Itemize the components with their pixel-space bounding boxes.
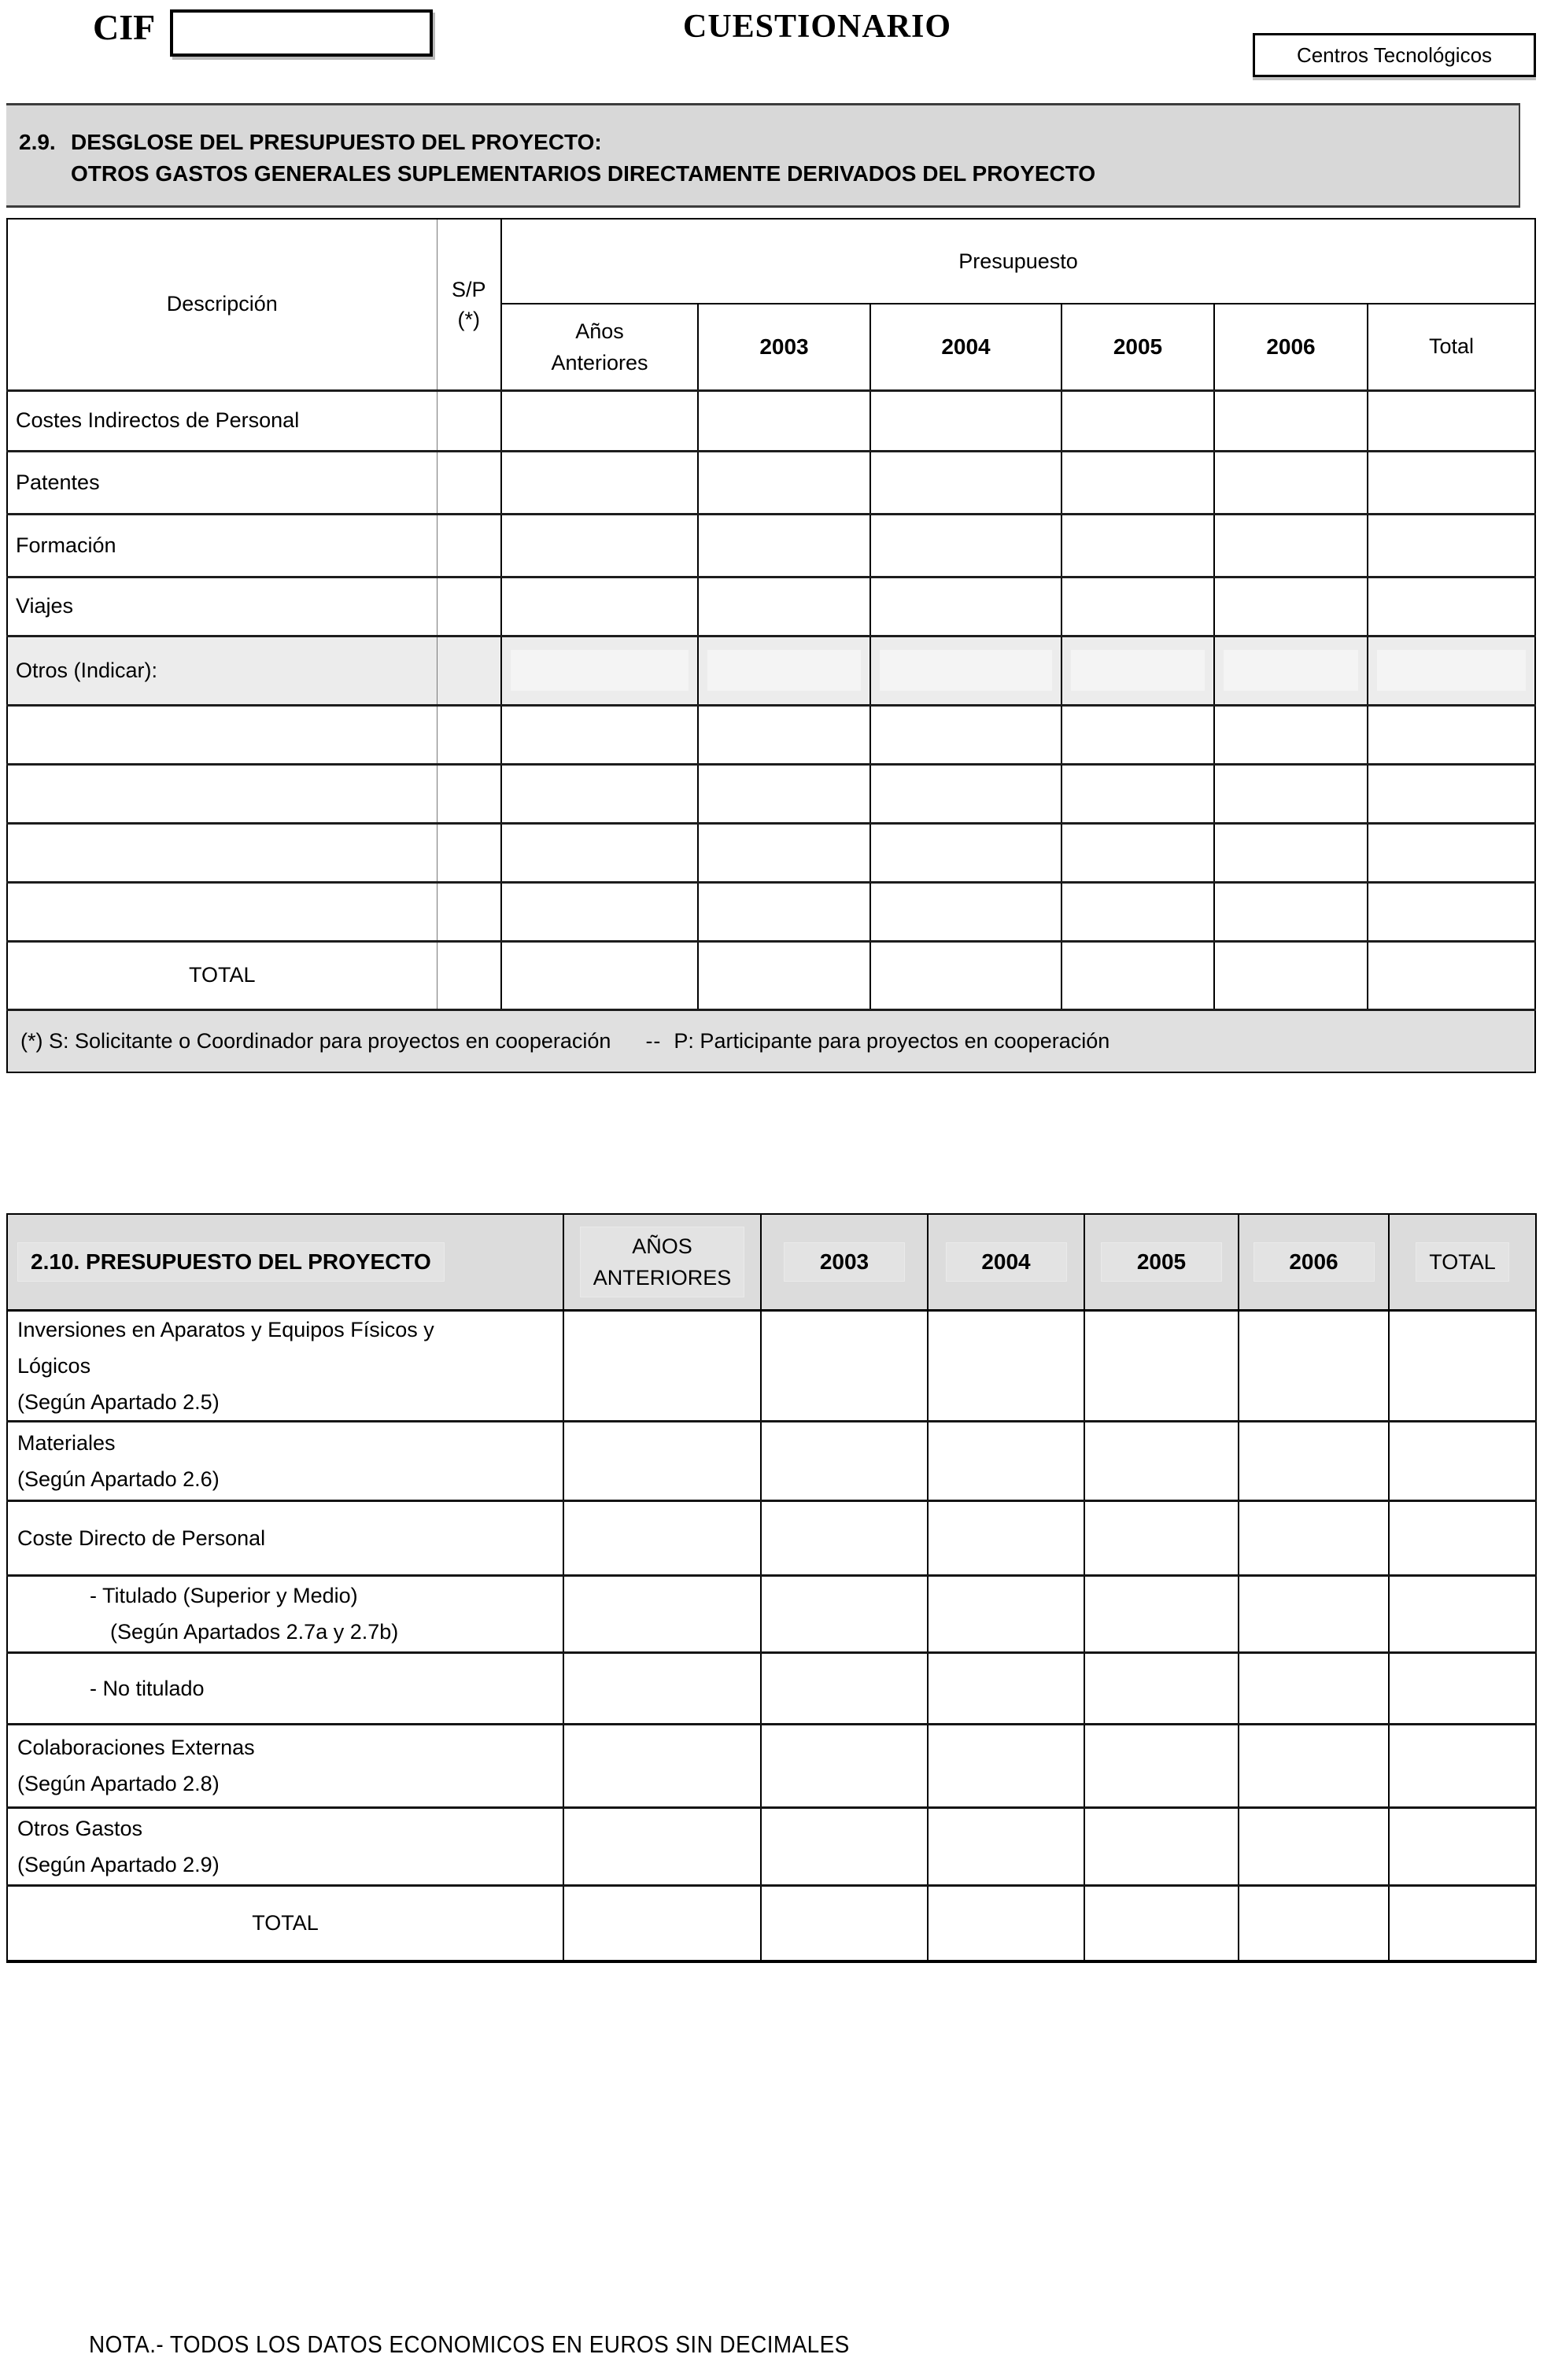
section-2-9-header xyxy=(6,103,1520,208)
value-cell[interactable] xyxy=(1214,577,1368,636)
row-label-inversiones xyxy=(7,1310,563,1421)
year-2003-text: 2003 xyxy=(784,1242,905,1282)
col-header-sp xyxy=(437,219,501,390)
value-cell[interactable] xyxy=(563,1652,761,1724)
value-cell[interactable] xyxy=(698,390,870,451)
value-cell[interactable] xyxy=(1214,451,1368,514)
value-cell[interactable] xyxy=(1389,1500,1536,1575)
sp-line2: (*) xyxy=(457,307,480,331)
value-cell[interactable] xyxy=(563,1807,761,1885)
table-row-total xyxy=(7,1885,1536,1961)
total-value-cell[interactable] xyxy=(563,1885,761,1961)
value-cell[interactable] xyxy=(1368,636,1535,705)
value-cell[interactable] xyxy=(928,1652,1084,1724)
row-label-patentes: Patentes xyxy=(7,451,437,514)
table-row-otros xyxy=(7,636,1535,705)
value-cell[interactable] xyxy=(501,390,698,451)
value-cell[interactable] xyxy=(1389,1310,1536,1421)
anos-line1: AÑOS xyxy=(632,1234,692,1258)
value-cell[interactable] xyxy=(1239,1807,1389,1885)
col-header-presupuesto: Presupuesto xyxy=(501,219,1535,304)
label-line: (Según Apartado 2.6) xyxy=(17,1467,220,1491)
section-title-line2: OTROS GASTOS GENERALES SUPLEMENTARIOS DIRECTAMENTE DERIVADOS DEL PROYECTO xyxy=(71,161,1096,186)
value-cell[interactable] xyxy=(1061,577,1214,636)
value-cell[interactable] xyxy=(870,636,1061,705)
table-row-empty xyxy=(7,764,1535,823)
col-header-total xyxy=(1389,1214,1536,1310)
value-cell[interactable] xyxy=(1061,823,1214,882)
anos-line2: Anteriores xyxy=(551,350,648,375)
value-cell[interactable] xyxy=(1084,1575,1239,1652)
value-cell[interactable] xyxy=(698,882,870,941)
table-row xyxy=(7,1724,1536,1807)
col-header-anos-anteriores xyxy=(501,304,698,390)
value-cell[interactable] xyxy=(1239,1652,1389,1724)
col-header-anos-anteriores xyxy=(563,1214,761,1310)
value-cell[interactable] xyxy=(1214,764,1368,823)
table-row-empty xyxy=(7,705,1535,764)
value-cell[interactable] xyxy=(698,514,870,577)
value-cell[interactable] xyxy=(1061,882,1214,941)
value-cell[interactable] xyxy=(761,1500,928,1575)
value-cell[interactable] xyxy=(698,764,870,823)
footnote-row xyxy=(7,1009,1535,1072)
value-cell[interactable] xyxy=(761,1807,928,1885)
table-row xyxy=(7,451,1535,514)
value-cell[interactable] xyxy=(501,514,698,577)
value-cell[interactable] xyxy=(501,577,698,636)
total-value-cell[interactable] xyxy=(1389,1885,1536,1961)
value-cell[interactable] xyxy=(1389,1421,1536,1500)
label-line: Inversiones en Aparatos y Equipos Físicos y xyxy=(17,1317,434,1341)
anos-line2: ANTERIORES xyxy=(593,1265,732,1290)
value-cell[interactable] xyxy=(1239,1724,1389,1807)
table-row xyxy=(7,1500,1536,1575)
total-value-cell[interactable] xyxy=(1239,1885,1389,1961)
col-header-descripcion: Descripción xyxy=(7,219,437,390)
value-cell[interactable] xyxy=(501,823,698,882)
value-cell[interactable] xyxy=(1389,1807,1536,1885)
sp-cell[interactable] xyxy=(437,823,501,882)
value-cell[interactable] xyxy=(1084,1652,1239,1724)
value-cell[interactable] xyxy=(870,764,1061,823)
value-cell[interactable] xyxy=(1061,636,1214,705)
col-header-2005: 2005 xyxy=(1061,304,1214,390)
label-line: Lógicos xyxy=(17,1353,91,1378)
year-2006-text: 2006 xyxy=(1253,1242,1375,1282)
value-cell[interactable] xyxy=(1368,823,1535,882)
value-cell[interactable] xyxy=(501,882,698,941)
table-row xyxy=(7,390,1535,451)
col-header-2006 xyxy=(1239,1214,1389,1310)
table-2-9-desglose xyxy=(6,218,1536,1073)
total-value-cell[interactable] xyxy=(1084,1885,1239,1961)
value-cell[interactable] xyxy=(1239,1500,1389,1575)
section-number: 2.9. xyxy=(19,130,56,154)
table-row-total xyxy=(7,941,1535,1009)
value-cell[interactable] xyxy=(928,1421,1084,1500)
value-cell[interactable] xyxy=(698,577,870,636)
value-cell[interactable] xyxy=(1084,1724,1239,1807)
value-cell[interactable] xyxy=(1061,390,1214,451)
value-cell[interactable] xyxy=(1368,451,1535,514)
label-line: (Según Apartado 2.8) xyxy=(17,1772,220,1795)
row-label-materiales xyxy=(7,1421,563,1500)
label-line: - No titulado xyxy=(90,1676,205,1700)
economic-data-note: NOTA.- TODOS LOS DATOS ECONOMICOS EN EUROS SIN DECIMALES xyxy=(89,2330,850,2358)
value-cell[interactable] xyxy=(1084,1421,1239,1500)
value-cell[interactable] xyxy=(501,636,698,705)
section-2-10-title xyxy=(7,1214,563,1310)
label-line: - Titulado (Superior y Medio) xyxy=(90,1584,358,1607)
sp-line1: S/P xyxy=(451,277,486,301)
value-cell[interactable] xyxy=(1368,705,1535,764)
centros-tecnologicos-badge xyxy=(1253,33,1536,77)
value-cell[interactable] xyxy=(563,1500,761,1575)
label-line: (Según Apartado 2.5) xyxy=(17,1389,220,1414)
total-header-text: TOTAL xyxy=(1416,1242,1509,1282)
total-value-cell[interactable] xyxy=(1061,941,1214,1009)
value-cell[interactable] xyxy=(928,1575,1084,1652)
footnote-separator: -- xyxy=(645,1028,662,1053)
total-value-cell[interactable] xyxy=(501,941,698,1009)
value-cell[interactable] xyxy=(870,705,1061,764)
label-line: Coste Directo de Personal xyxy=(17,1526,266,1550)
row-label-colaboraciones xyxy=(7,1724,563,1807)
row-label-titulado xyxy=(7,1575,563,1652)
section-title-line1: DESGLOSE DEL PRESUPUESTO DEL PROYECTO: xyxy=(71,130,602,154)
value-cell[interactable] xyxy=(1214,390,1368,451)
value-cell[interactable] xyxy=(1368,577,1535,636)
label-line: Colaboraciones Externas xyxy=(17,1736,255,1759)
anos-anteriores-text xyxy=(580,1227,745,1297)
value-cell[interactable] xyxy=(1061,514,1214,577)
value-cell[interactable] xyxy=(563,1724,761,1807)
table-row xyxy=(7,1652,1536,1724)
value-cell[interactable] xyxy=(928,1807,1084,1885)
table-row xyxy=(7,577,1535,636)
table-row xyxy=(7,1807,1536,1885)
table-row-empty xyxy=(7,823,1535,882)
value-cell[interactable] xyxy=(1214,823,1368,882)
row-label-no-titulado xyxy=(7,1652,563,1724)
value-cell[interactable] xyxy=(870,577,1061,636)
otros-description-cell[interactable] xyxy=(7,882,437,941)
value-cell[interactable] xyxy=(870,823,1061,882)
table-row xyxy=(7,1575,1536,1652)
total-value-cell[interactable] xyxy=(928,1885,1084,1961)
table-2-10-presupuesto xyxy=(6,1213,1537,1963)
value-cell[interactable] xyxy=(1368,882,1535,941)
badge-label: Centros Tecnológicos xyxy=(1296,42,1493,67)
table-row-empty xyxy=(7,882,1535,941)
row-label-costes-indirectos: Costes Indirectos de Personal xyxy=(7,390,437,451)
value-cell[interactable] xyxy=(761,1575,928,1652)
value-cell[interactable] xyxy=(563,1310,761,1421)
label-line: Materiales xyxy=(17,1430,116,1455)
value-cell[interactable] xyxy=(1368,390,1535,451)
value-cell[interactable] xyxy=(1389,1652,1536,1724)
row-label-formacion: Formación xyxy=(7,514,437,577)
total-value-cell[interactable] xyxy=(761,1885,928,1961)
value-cell[interactable] xyxy=(870,514,1061,577)
col-header-2003: 2003 xyxy=(698,304,870,390)
col-header-total: Total xyxy=(1368,304,1535,390)
footnote-solicitante: (*) S: Solicitante o Coordinador para proyectos en cooperación xyxy=(20,1028,611,1053)
cif-input-box[interactable] xyxy=(170,9,433,57)
label-line: Otros Gastos xyxy=(17,1816,143,1840)
sp-cell[interactable] xyxy=(437,705,501,764)
value-cell[interactable] xyxy=(761,1652,928,1724)
value-cell[interactable] xyxy=(928,1310,1084,1421)
sp-cell[interactable] xyxy=(437,577,501,636)
col-header-2003 xyxy=(761,1214,928,1310)
value-cell[interactable] xyxy=(1061,764,1214,823)
value-cell[interactable] xyxy=(870,451,1061,514)
sp-cell[interactable] xyxy=(437,764,501,823)
value-cell[interactable] xyxy=(761,1310,928,1421)
col-header-2005 xyxy=(1084,1214,1239,1310)
col-header-2004: 2004 xyxy=(870,304,1061,390)
value-cell[interactable] xyxy=(1368,514,1535,577)
row-label-coste-directo xyxy=(7,1500,563,1575)
value-cell[interactable] xyxy=(928,1724,1084,1807)
value-cell[interactable] xyxy=(1214,705,1368,764)
year-2004-text: 2004 xyxy=(946,1242,1067,1282)
total-value-cell[interactable] xyxy=(698,941,870,1009)
value-cell[interactable] xyxy=(1214,514,1368,577)
value-cell[interactable] xyxy=(698,705,870,764)
table-row xyxy=(7,1421,1536,1500)
row-label-total: TOTAL xyxy=(7,941,437,1009)
value-cell[interactable] xyxy=(1214,882,1368,941)
row-label-otros: Otros (Indicar): xyxy=(7,636,437,705)
value-cell[interactable] xyxy=(1061,705,1214,764)
value-cell[interactable] xyxy=(870,882,1061,941)
sp-cell[interactable] xyxy=(437,636,501,705)
value-cell[interactable] xyxy=(501,705,698,764)
sp-cell[interactable] xyxy=(437,451,501,514)
value-cell[interactable] xyxy=(698,636,870,705)
year-2005-text: 2005 xyxy=(1101,1242,1222,1282)
value-cell[interactable] xyxy=(501,764,698,823)
value-cell[interactable] xyxy=(870,390,1061,451)
total-value-cell[interactable] xyxy=(1214,941,1368,1009)
table-row xyxy=(7,1310,1536,1421)
sp-cell[interactable] xyxy=(437,514,501,577)
sp-cell[interactable] xyxy=(437,941,501,1009)
col-header-2004 xyxy=(928,1214,1084,1310)
cif-label: CIF xyxy=(93,7,156,47)
value-cell[interactable] xyxy=(563,1421,761,1500)
value-cell[interactable] xyxy=(761,1421,928,1500)
value-cell[interactable] xyxy=(501,451,698,514)
value-cell[interactable] xyxy=(1084,1807,1239,1885)
total-value-cell[interactable] xyxy=(870,941,1061,1009)
value-cell[interactable] xyxy=(563,1575,761,1652)
row-label-otros-gastos xyxy=(7,1807,563,1885)
label-line: (Según Apartados 2.7a y 2.7b) xyxy=(110,1620,399,1644)
label-line: TOTAL xyxy=(252,1911,319,1935)
otros-description-cell[interactable] xyxy=(7,823,437,882)
otros-description-cell[interactable] xyxy=(7,705,437,764)
value-cell[interactable] xyxy=(928,1500,1084,1575)
value-cell[interactable] xyxy=(1084,1310,1239,1421)
total-value-cell[interactable] xyxy=(1368,941,1535,1009)
anos-line1: Años xyxy=(575,319,624,343)
col-header-2006: 2006 xyxy=(1214,304,1368,390)
value-cell[interactable] xyxy=(1389,1575,1536,1652)
otros-description-cell[interactable] xyxy=(7,764,437,823)
table-row xyxy=(7,514,1535,577)
value-cell[interactable] xyxy=(1239,1575,1389,1652)
footnote xyxy=(7,1009,1535,1072)
value-cell[interactable] xyxy=(698,823,870,882)
section-2-10-title-text: 2.10. PRESUPUESTO DEL PROYECTO xyxy=(17,1242,445,1282)
value-cell[interactable] xyxy=(1368,764,1535,823)
value-cell[interactable] xyxy=(1389,1724,1536,1807)
value-cell[interactable] xyxy=(1214,636,1368,705)
value-cell[interactable] xyxy=(1239,1421,1389,1500)
row-label-total xyxy=(7,1885,563,1961)
value-cell[interactable] xyxy=(1239,1310,1389,1421)
value-cell[interactable] xyxy=(1061,451,1214,514)
label-line: (Según Apartado 2.9) xyxy=(17,1852,220,1876)
value-cell[interactable] xyxy=(698,451,870,514)
sp-cell[interactable] xyxy=(437,390,501,451)
row-label-viajes: Viajes xyxy=(7,577,437,636)
footnote-participante: P: Participante para proyectos en cooperación xyxy=(674,1028,1110,1053)
value-cell[interactable] xyxy=(1084,1500,1239,1575)
value-cell[interactable] xyxy=(761,1724,928,1807)
page-title: CUESTIONARIO xyxy=(683,9,952,45)
sp-cell[interactable] xyxy=(437,882,501,941)
